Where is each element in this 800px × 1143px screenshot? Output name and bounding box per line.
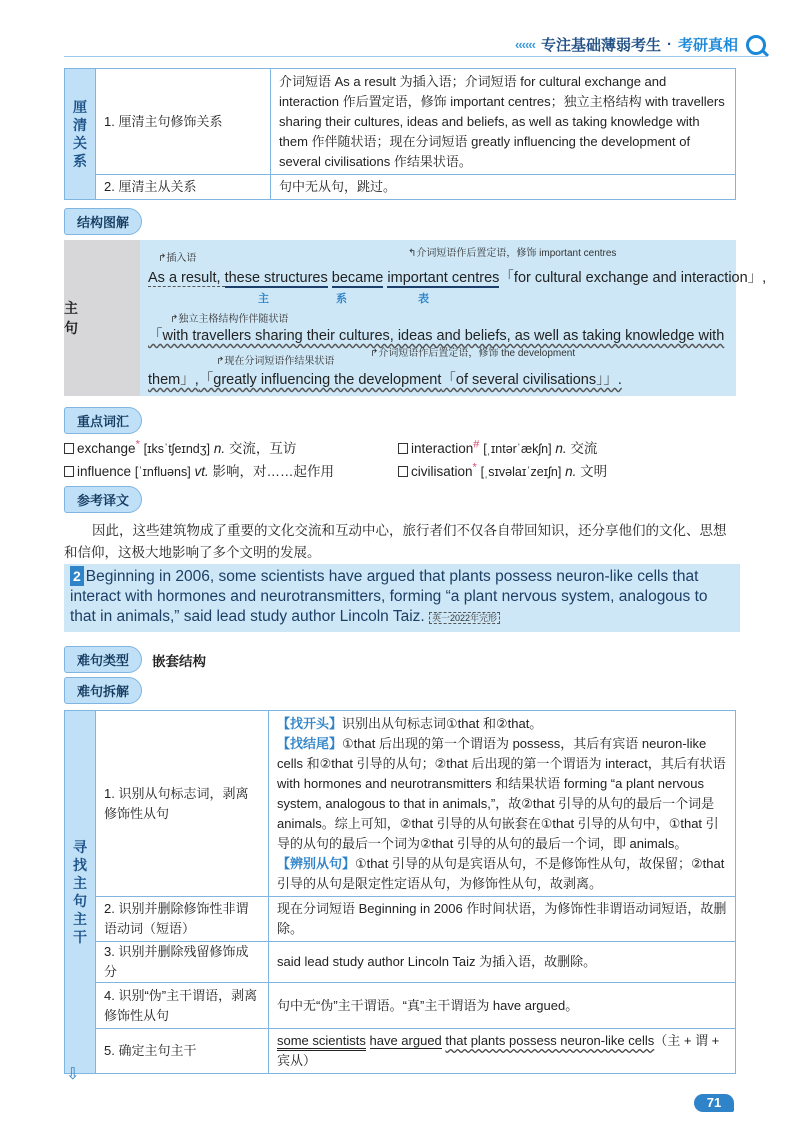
sentence-box	[64, 564, 740, 632]
sentence-text: Beginning in 2006, some scientists have argued that plants possess neuron-like cells that interact with hormones and neurotransmitters, forming “a plant nervous system, analogous to that in animals,” said lead study author Lincoln Taiz.	[70, 568, 708, 625]
label-predicative: 表	[418, 293, 429, 305]
clarify-row-text: 介词短语 As a result 为插入语；介词短语 for cultural exchange and interaction 作后置定语，修饰 important centres；独立主格结构 with travellers sharing their cultures, ideas and beliefs, as well as taking knowledge with them 作伴随状语；现在分词短语 greatly influencing the development of several civilisations 作结果状语。	[271, 69, 736, 175]
main-subject: some scientists	[277, 1033, 366, 1051]
sentence-type-value: 嵌套结构	[152, 653, 207, 669]
clarify-side-label: 厘 清 关 系	[65, 69, 96, 200]
section-diagram-heading: 结构图解	[64, 208, 142, 235]
annotation-insert: ↱插入语	[158, 253, 197, 264]
translation-text: 因此，这些建筑物成了重要的文化交流和互动中心，旅行者们不仅各自带回知识，还分享他们的文化、思想和信仰，这极大地影响了多个文明的发展。	[64, 523, 727, 560]
label-subject: 主	[258, 293, 269, 305]
analysis-row-label: 5. 确定主句主干	[96, 1029, 269, 1074]
main-verb: have argued	[369, 1033, 442, 1048]
page-number: 71	[694, 1094, 734, 1112]
analysis-row-label: 4. 识别“伪”主干谓语，剥离修饰性从句	[96, 983, 269, 1029]
sentence-source: 英一2022年完形	[429, 612, 500, 624]
header-separator: ·	[666, 36, 672, 53]
structure-diagram	[140, 240, 767, 396]
diagram-line-1: As a result, these structures became important centres「for cultural exchange and interaction」,	[148, 270, 767, 286]
annotation-absolute: ↱独立主格结构作伴随状语	[170, 314, 289, 325]
section-vocab-heading: 重点词汇	[64, 407, 142, 434]
analysis-table	[64, 710, 736, 1074]
object-clause: that plants possess neuron-like cells	[445, 1033, 655, 1048]
checkbox-icon	[64, 443, 74, 454]
annotation-post-modifier-2: ↱介词短语作后置定语，修饰 the development	[370, 348, 576, 359]
section-analysis-heading: 难句拆解	[64, 677, 142, 704]
clarify-relations-table	[64, 68, 736, 200]
predicative: important centres	[387, 270, 500, 286]
header-title: 专注基础薄弱考生	[540, 37, 661, 54]
checkbox-icon	[398, 443, 408, 454]
sentence-number: 2	[70, 566, 84, 586]
analysis-row-label: 2. 识别并删除修饰性非谓语动词（短语）	[96, 897, 269, 942]
vocab-item: exchange* [ɪksˈtʃeɪndʒ] n. 交流，互访	[64, 437, 296, 457]
annotation-post-modifier: ↰介词短语作后置定语，修饰 important centres	[408, 248, 617, 259]
analysis-side-label: 寻 找 主 句 主 干	[65, 711, 96, 1074]
annotation-result: ↱现在分词短语作结果状语	[216, 356, 335, 367]
header-accent-title: 考研真相	[677, 37, 738, 54]
search-icon	[746, 35, 766, 55]
analysis-row-text: said lead study author Lincoln Taiz 为插入语，故删除。	[269, 942, 736, 983]
header-divider	[64, 56, 766, 57]
label-linking: 系	[336, 293, 347, 305]
down-arrow-icon: ⇩	[66, 1066, 80, 1083]
diagram-line-2: 「with travellers sharing their cultures, ideas and beliefs, as well as taking knowledge with	[148, 328, 725, 344]
vocab-item: influence [ˈɪnfluəns] vt. 影响，对……起作用	[64, 460, 334, 480]
clarify-row-label: 1. 厘清主句修饰关系	[96, 69, 271, 175]
sentence-type-row	[64, 646, 206, 673]
checkbox-icon	[64, 466, 74, 477]
analysis-row-text: 句中无“伪”主干谓语。“真”主干谓语为 have argued。	[269, 983, 736, 1029]
analysis-row-text: 现在分词短语 Beginning in 2006 作时间状语，为修饰性非谓语动词短语，故删除。	[269, 897, 736, 942]
analysis-row-label: 1. 识别从句标志词，剥离修饰性从句	[96, 711, 269, 897]
chevrons-icon: ‹‹‹‹‹‹	[514, 37, 535, 52]
subject: these structures	[224, 270, 328, 286]
diagram-side-label: 主 句	[64, 240, 140, 396]
vocab-item: interaction# [ˌɪntərˈækʃn] n. 交流	[398, 437, 597, 457]
page-header	[515, 34, 766, 55]
vocab-item: civilisation* [ˌsɪvəlaɪˈzeɪʃn] n. 文明	[398, 460, 607, 480]
clarify-row-text: 句中无从句，跳过。	[271, 175, 736, 200]
section-translation-heading: 参考译文	[64, 486, 142, 513]
section-type-heading: 难句类型	[64, 646, 142, 673]
clarify-row-label: 2. 厘清主从关系	[96, 175, 271, 200]
diagram-line-3: them」,「greatly influencing the development「of several civilisations」」.	[148, 372, 622, 388]
checkbox-icon	[398, 466, 408, 477]
verb: became	[331, 270, 384, 286]
analysis-row-text: 【找开头】识别出从句标志词①that 和②that。 【找结尾】①that 后出现的第一个谓语为 possess，其后有宾语 neuron-like cells 和②that 引导的从句；②that 后出现的第一个谓语为 interact，其后有状语 with hormones and neurotransmitters 和结果状语 forming “a plant nervous system, analogous to that in animals,”，故②that 引导的从句的最后一个词是 animals。综上可知，②that 引导的从句嵌套在①that 引导的从句中，①that 引导的从句的最后一个词为②that 引导的从句的最后一个词，即 animals。 【辨别从句】①that 引导的从句是宾语从句，不是修饰性从句，故保留；②that 引导的从句是限定性定语从句，为修饰性从句，故剥离。	[269, 711, 736, 897]
analysis-row-text: some scientists have argued that plants possess neuron-like cells（主 + 谓 + 宾从）	[269, 1029, 736, 1074]
analysis-row-label: 3. 识别并删除残留修饰成分	[96, 942, 269, 983]
